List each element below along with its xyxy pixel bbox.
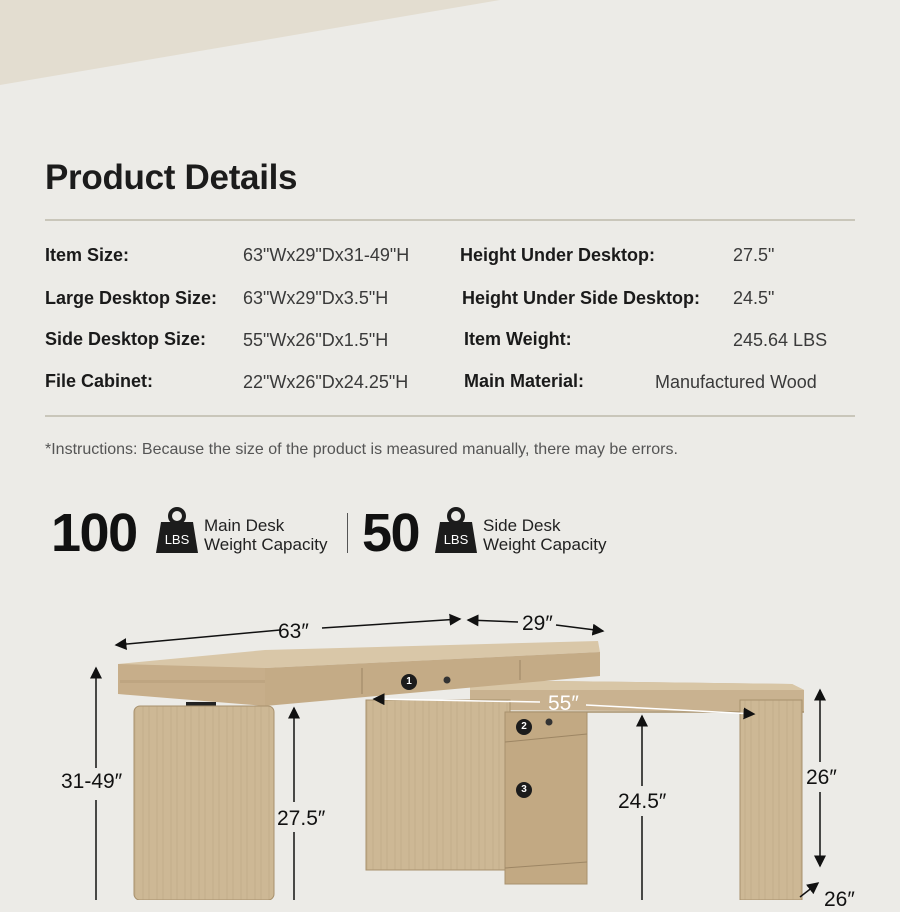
main-capacity-line2: Weight Capacity [204,535,328,554]
spec-main-material-value: Manufactured Wood [655,372,817,392]
weight-icon [434,506,478,554]
dim-cabinet-height: 24.5″ [618,790,667,813]
file-cabinet [366,700,587,884]
spec-item-weight-label: Item Weight: [464,329,572,349]
side-capacity-line2: Weight Capacity [483,535,607,554]
spec-file-cabinet-value: 22"Wx26"Dx24.25"H [243,372,409,392]
spec-height-under-side-label: Height Under Side Desktop: [462,288,701,308]
weight-unit: LBS [164,532,190,547]
width-arrow-left [116,630,280,645]
spec-side-desktop-label: Side Desktop Size: [45,329,207,349]
spec-side-desktop-value: 55"Wx26"Dx1.5"H [243,330,389,350]
main-capacity-number: 100 [51,503,137,563]
side-capacity-line1: Side Desk [483,516,561,535]
decorative-corner [0,0,900,90]
spec-item-size-value: 63"Wx29"Dx31-49"H [243,245,410,265]
spec-item-size-label: Item Size: [45,245,130,265]
dim-total-height: 31-49″ [61,770,123,793]
page-title: Product Details [45,158,298,197]
side-desk-leg [740,700,802,900]
capacity-divider [347,513,348,553]
weight-icon [155,506,199,554]
spec-main-material-label: Main Material: [464,371,585,391]
drawer-knob [546,719,553,726]
divider-top [45,219,855,221]
spec-height-under-side-value: 24.5" [733,288,775,308]
dim-main-depth: 29″ [522,612,553,635]
main-capacity-line1: Main Desk [204,516,285,535]
divider-bottom [45,415,855,417]
dim-side-height: 26″ [806,766,837,789]
width-arrow-right [322,619,460,628]
desk-dimension-diagram [0,590,900,900]
measurement-note: *Instructions: Because the size of the product is measured manually, there may be errors. [45,441,678,458]
callout-badge: 3 [516,782,532,798]
callout-badge: 2 [516,719,532,735]
spec-large-desktop-value: 63"Wx29"Dx3.5"H [243,288,389,308]
depth-arrow-left [468,620,518,622]
spec-item-weight-value: 245.64 LBS [733,330,828,350]
main-desk-leg [134,706,274,900]
dim-side-width: 55″ [548,692,579,715]
dim-main-width: 63″ [278,620,309,643]
dim-side-depth: 26″ [824,888,855,911]
depth-arrow-right [556,625,603,631]
side-capacity-number: 50 [362,503,420,563]
callout-badge: 1 [401,674,417,690]
side-depth-arrow [800,883,818,897]
weight-unit: LBS [443,532,469,547]
spec-height-under-desktop-label: Height Under Desktop: [460,245,656,265]
spec-large-desktop-label: Large Desktop Size: [45,288,218,308]
spec-height-under-desktop-value: 27.5" [733,245,775,265]
spec-file-cabinet-label: File Cabinet: [45,371,154,391]
drawer-knob [444,677,451,684]
dim-under-desk-height: 27.5″ [277,807,326,830]
